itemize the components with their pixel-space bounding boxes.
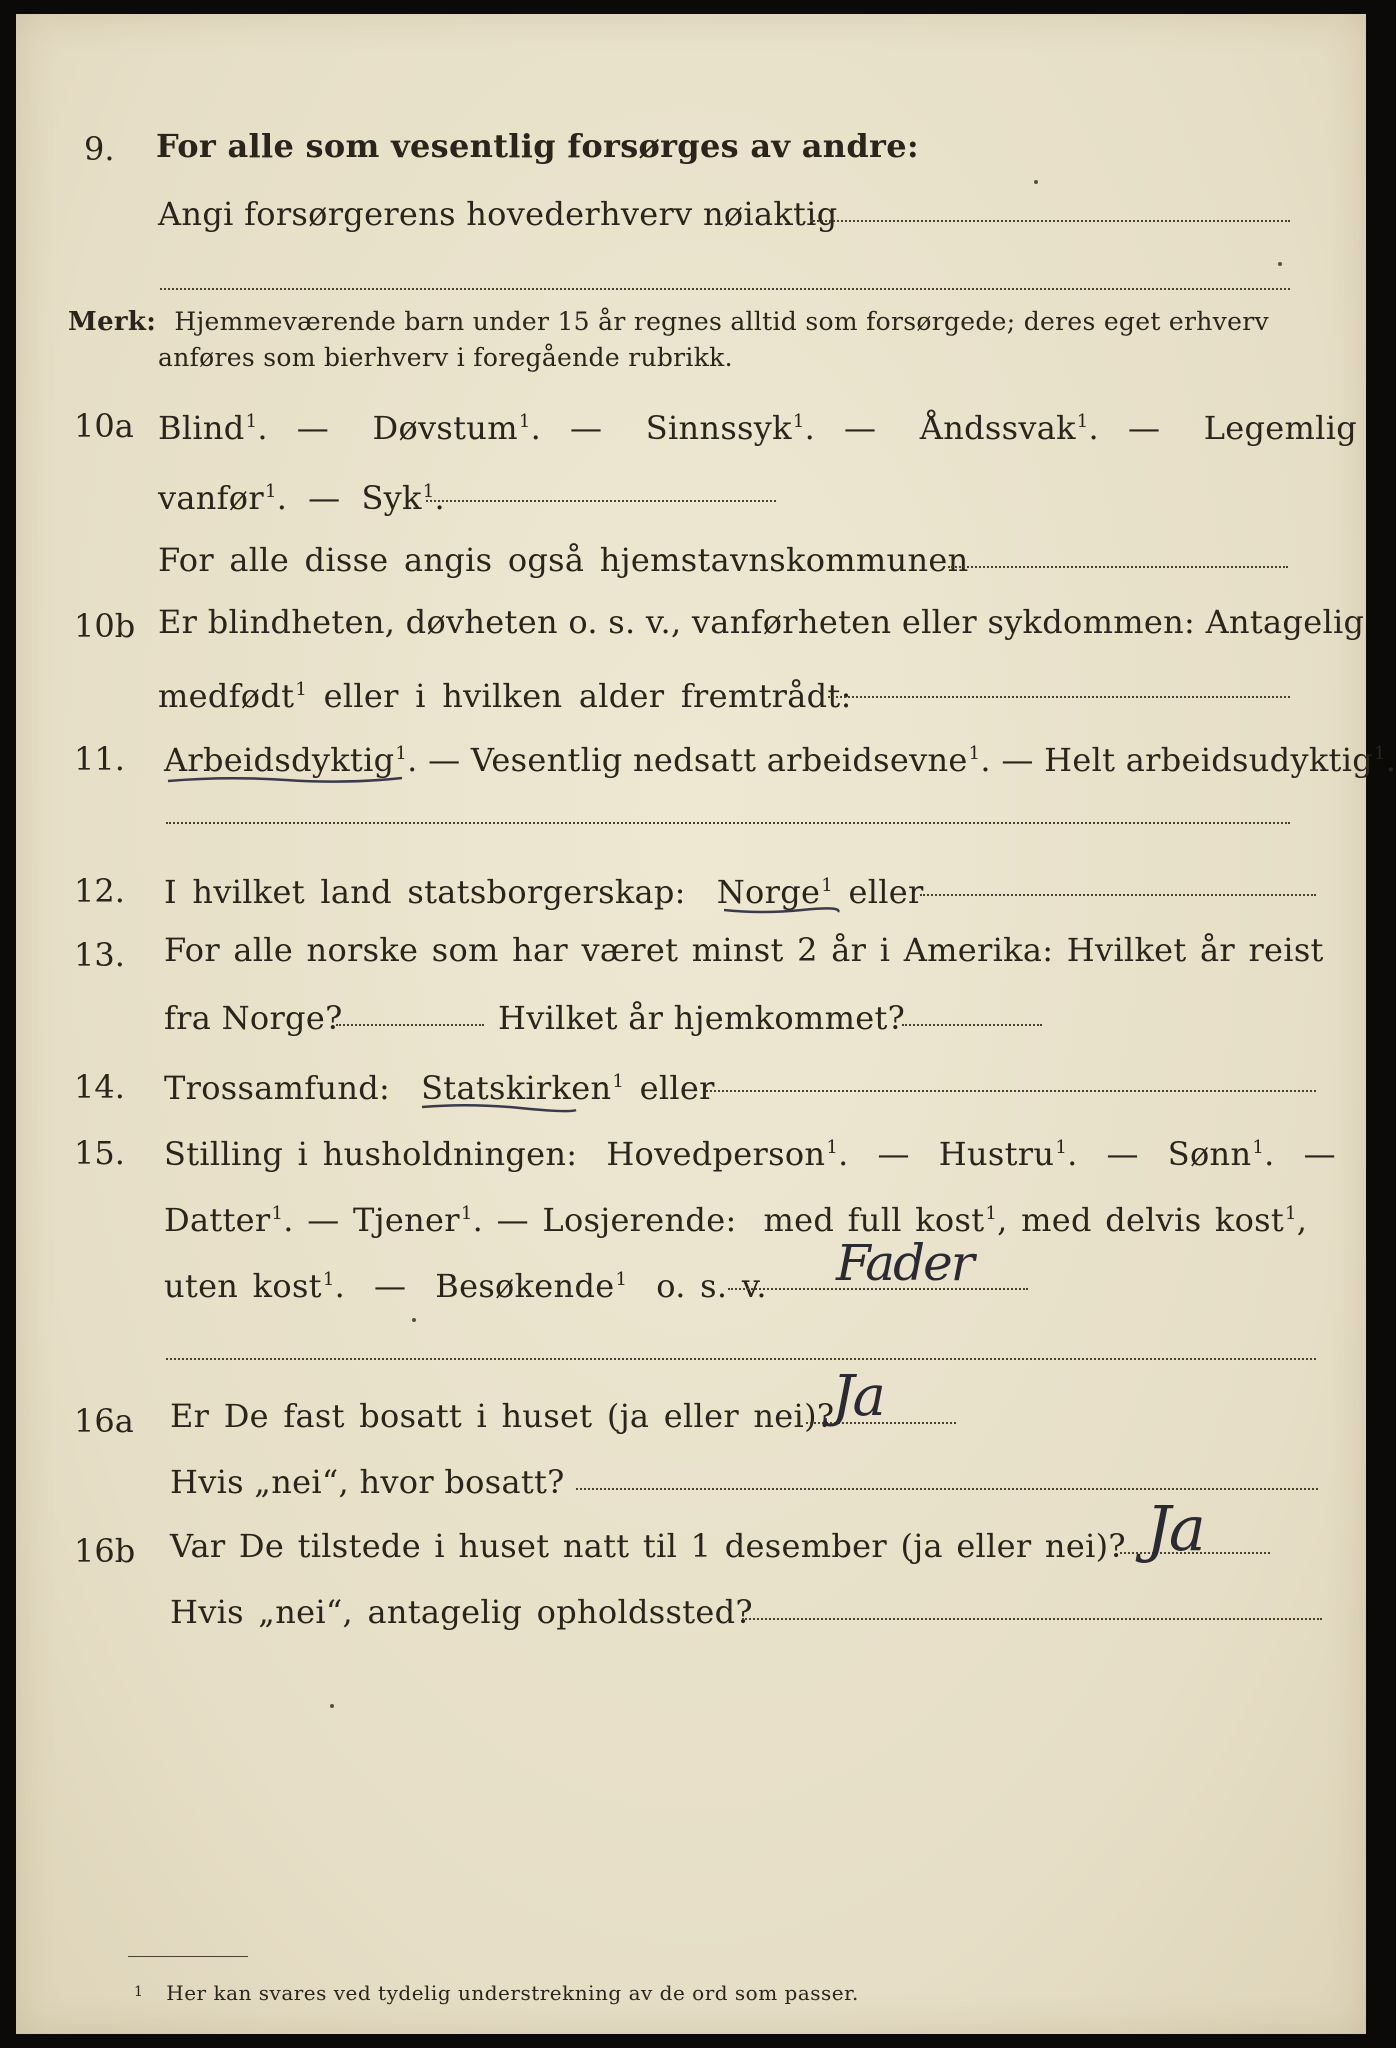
merk-note — [68, 304, 1348, 340]
question-16a-number: 16a — [74, 1402, 134, 1440]
option-full-kost[interactable]: med full kost — [763, 1201, 985, 1239]
hand-underline-norge — [722, 904, 842, 918]
question-13-line1: For alle norske som har været minst 2 år i Amerika: Hvilket år reist — [164, 931, 1324, 969]
footnote-mark: 1 — [134, 1984, 144, 2000]
ink-speck — [330, 1704, 334, 1708]
question-14-line: Trossamfund: Statskirken$^1$ eller — [164, 1069, 715, 1107]
question-15-line1: Stilling i husholdningen: Hovedperson$^1$. — Hustru$^1$. — Sønn$^1$. — — [164, 1135, 1336, 1173]
option-uten-kost[interactable]: uten kost — [164, 1267, 322, 1305]
question-16b-opholdssted-field[interactable] — [742, 1618, 1322, 1620]
option-blind[interactable]: Blind — [158, 409, 245, 447]
question-11-line1: Arbeidsdyktig$^1$. — Vesentlig nedsatt arbeidsevne$^1$. — Helt arbeidsudyktig$^1$. — [164, 741, 1396, 779]
hand-underline-arbeidsdyktig — [166, 772, 406, 788]
year-returned-field[interactable] — [902, 1024, 1042, 1026]
option-delvis-kost[interactable]: med delvis kost — [1021, 1201, 1285, 1239]
question-9-answer-field-2[interactable] — [160, 288, 1290, 290]
question-10b-line1: Er blindheten, døvheten o. s. v., vanførheten eller sykdommen: Antagelig — [158, 603, 1365, 641]
question-9-answer-field[interactable] — [810, 220, 1290, 222]
question-10a-line1: Blind$^1$. — Døvstum$^1$. — Sinnssyk$^1$. — Åndssvak$^1$. — Legemlig — [158, 409, 1358, 447]
question-16a-line1: Er De fast bosatt i huset (ja eller nei)? — [170, 1397, 835, 1435]
question-15-line3: uten kost$^1$. — Besøkende$^1$ o. s. v. — [164, 1267, 767, 1305]
option-norge[interactable]: Norge — [716, 873, 821, 911]
footnote-text: Her kan svares ved tydelig understrekning av de ord som passer. — [166, 1981, 859, 2005]
merk-line1: Hjemmeværende barn under 15 år regnes alltid som forsørgede; deres eget erhverv — [174, 307, 1269, 336]
question-14-answer-field[interactable] — [706, 1090, 1316, 1092]
question-16b-line2: Hvis „nei“, antagelig opholdssted? — [170, 1593, 753, 1631]
option-legemlig[interactable]: Legemlig — [1203, 409, 1358, 447]
ink-speck — [412, 1318, 416, 1322]
question-14-number: 14. — [74, 1068, 125, 1106]
question-15-answer-field-2[interactable] — [166, 1358, 1316, 1360]
question-13-fra-norge: fra Norge? — [164, 999, 343, 1037]
question-10a-number: 10a — [74, 407, 134, 445]
ink-speck — [1034, 180, 1038, 184]
hjemstavnskommune-field[interactable] — [948, 566, 1288, 568]
question-12-answer-field[interactable] — [920, 894, 1316, 896]
option-dovstum[interactable]: Døvstum — [372, 409, 518, 447]
question-10b-number: 10b — [74, 607, 136, 645]
option-statskirken[interactable]: Statskirken — [421, 1069, 612, 1107]
option-helt-arbeidsudyktig[interactable]: Helt arbeidsudyktig — [1044, 741, 1374, 779]
merk-label: Merk: — [68, 307, 157, 337]
question-11-number: 11. — [74, 740, 125, 778]
handwritten-answer-fader: Fader — [836, 1234, 973, 1292]
question-15-line2: Datter$^1$. — Tjener$^1$. — Losjerende: med full kost$^1$, med delvis kost$^1$, — [164, 1201, 1308, 1239]
option-arbeidsdyktig[interactable]: Arbeidsdyktig — [164, 741, 395, 779]
option-datter[interactable]: Datter — [164, 1201, 271, 1239]
question-10a-line2: vanfør$^1$. — Syk$^1$. — [158, 479, 445, 517]
hand-underline-statskirken — [420, 1100, 580, 1116]
question-15-number: 15. — [74, 1134, 125, 1172]
option-sonn[interactable]: Sønn — [1167, 1135, 1252, 1173]
question-12-number: 12. — [74, 872, 125, 910]
option-andssvak[interactable]: Åndssvak — [919, 409, 1076, 447]
question-9-number: 9. — [84, 130, 115, 168]
option-medfodt[interactable]: medfødt — [158, 677, 295, 715]
question-16a-bosatt-field[interactable] — [576, 1488, 1318, 1490]
question-13-number: 13. — [74, 936, 125, 974]
option-sinnssyk[interactable]: Sinnssyk — [645, 409, 792, 447]
question-9-line2: Angi forsørgerens hovederhverv nøiaktig — [158, 195, 838, 233]
handwritten-answer-ja-16b: Ja — [1146, 1492, 1204, 1565]
question-16b-number: 16b — [74, 1532, 136, 1570]
census-form-page — [16, 14, 1396, 2034]
question-10b-answer-field[interactable] — [828, 696, 1290, 698]
option-syk[interactable]: Syk — [361, 479, 422, 517]
question-13-hjemkommet: Hvilket år hjemkommet? — [498, 999, 906, 1037]
question-16a-line2: Hvis „nei“, hvor bosatt? — [170, 1463, 565, 1501]
option-vesentlig-nedsatt[interactable]: Vesentlig nedsatt arbeidsevne — [470, 741, 968, 779]
question-16b-line1: Var De tilstede i huset natt til 1 desember (ja eller nei)? — [170, 1527, 1126, 1565]
question-9-line1: For alle som vesentlig forsørges av andre: — [156, 127, 919, 165]
option-hovedperson[interactable]: Hovedperson — [606, 1135, 826, 1173]
footnote-rule — [128, 1956, 248, 1957]
ink-speck — [1278, 262, 1282, 266]
merk-line2: anføres som bierhverv i foregående rubrikk. — [158, 343, 733, 372]
year-left-field[interactable] — [336, 1024, 484, 1026]
footnote — [134, 1972, 1034, 2013]
question-11-answer-field[interactable] — [166, 822, 1290, 824]
question-10b-line2: medfødt$^1$ eller i hvilken alder fremtrådt: — [158, 677, 852, 715]
option-hustru[interactable]: Hustru — [938, 1135, 1055, 1173]
option-besokende[interactable]: Besøkende — [435, 1267, 615, 1305]
handwritten-answer-ja-16a: Ja — [832, 1364, 884, 1429]
question-12-line: I hvilket land statsborgerskap: Norge$^1$ eller — [164, 873, 924, 911]
option-tjener[interactable]: Tjener — [353, 1201, 460, 1239]
question-10a-line3: For alle disse angis også hjemstavnskommunen — [158, 541, 969, 579]
option-vanfor[interactable]: vanfør — [158, 479, 264, 517]
question-10a-answer-field[interactable] — [426, 500, 776, 502]
